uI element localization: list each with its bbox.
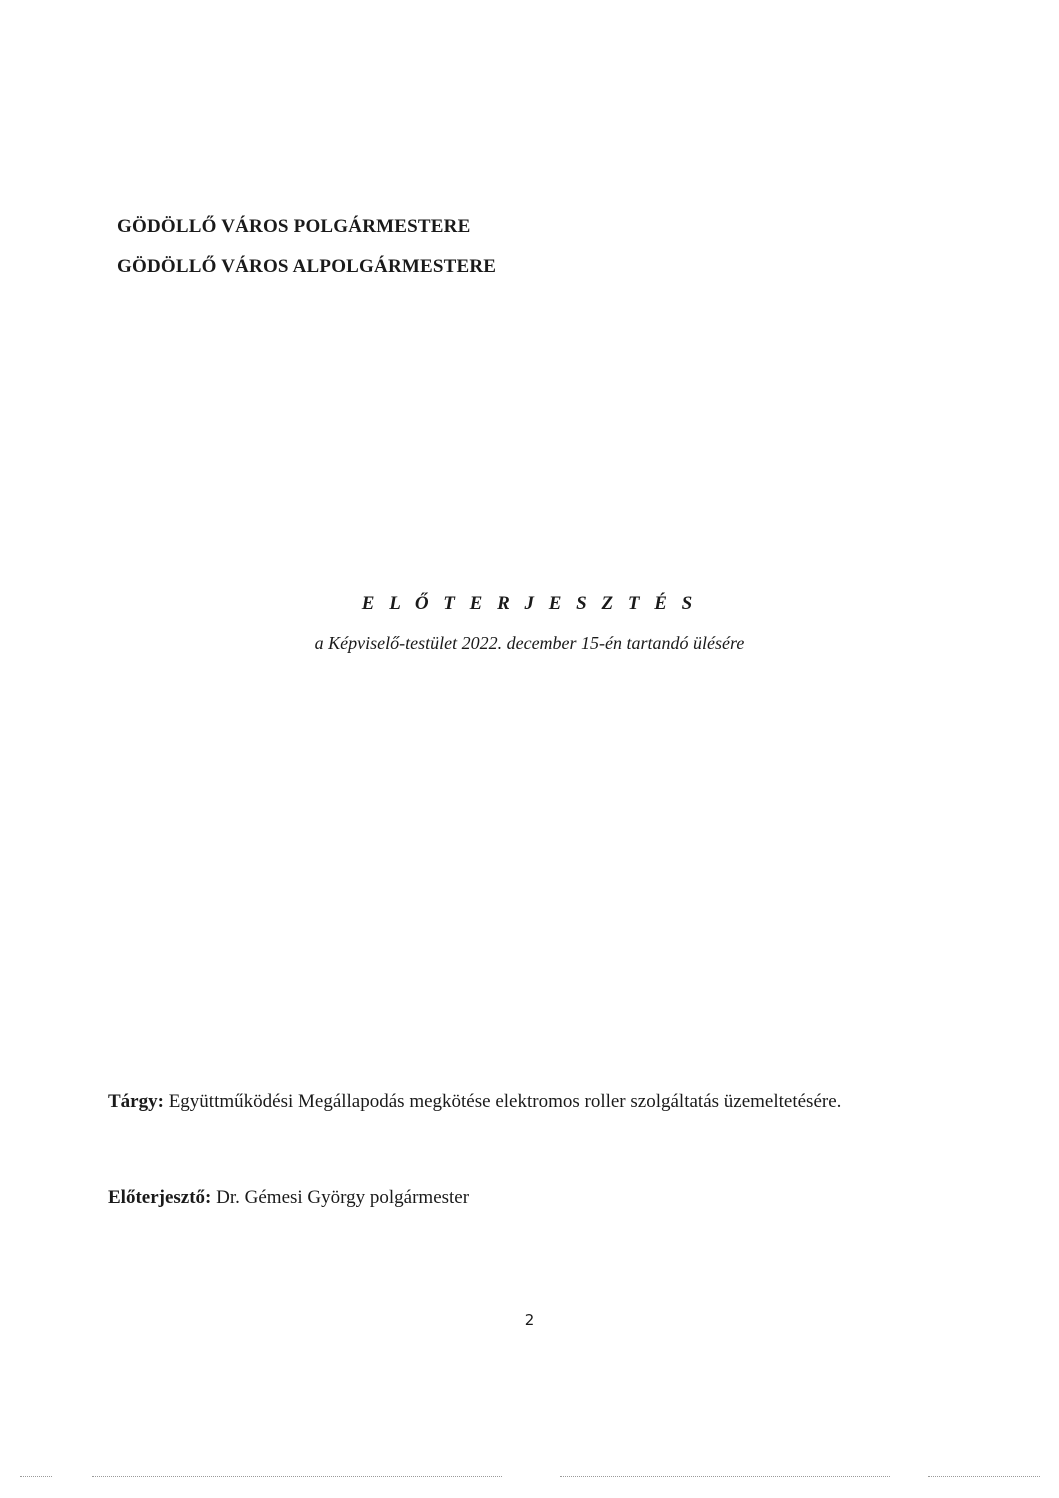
scan-artifact (928, 1476, 1040, 1478)
scan-artifact (92, 1476, 502, 1478)
presenter-value: Dr. Gémesi György polgármester (216, 1187, 470, 1208)
subject-label: Tárgy: (108, 1091, 164, 1112)
subject-line (108, 1091, 841, 1113)
scan-artifact (20, 1476, 52, 1478)
subject-value: Együttműködési Megállapodás megkötése elektromos roller szolgáltatás üzemeltetésére. (168, 1091, 842, 1112)
document-subtitle: a Képviselő-testület 2022. december 15-én tartandó ülésére (314, 633, 745, 653)
page-number: 2 (524, 1311, 535, 1329)
scan-artifact (560, 1476, 890, 1478)
document-title: E L Ő T E R J E S Z T É S (361, 593, 698, 614)
presenter-line (108, 1187, 469, 1209)
presenter-label: Előterjesztő: (108, 1187, 212, 1208)
issuer-mayor: GÖDÖLLŐ VÁROS POLGÁRMESTERE (117, 216, 471, 237)
issuer-deputy-mayor: GÖDÖLLŐ VÁROS ALPOLGÁRMESTERE (117, 256, 497, 277)
